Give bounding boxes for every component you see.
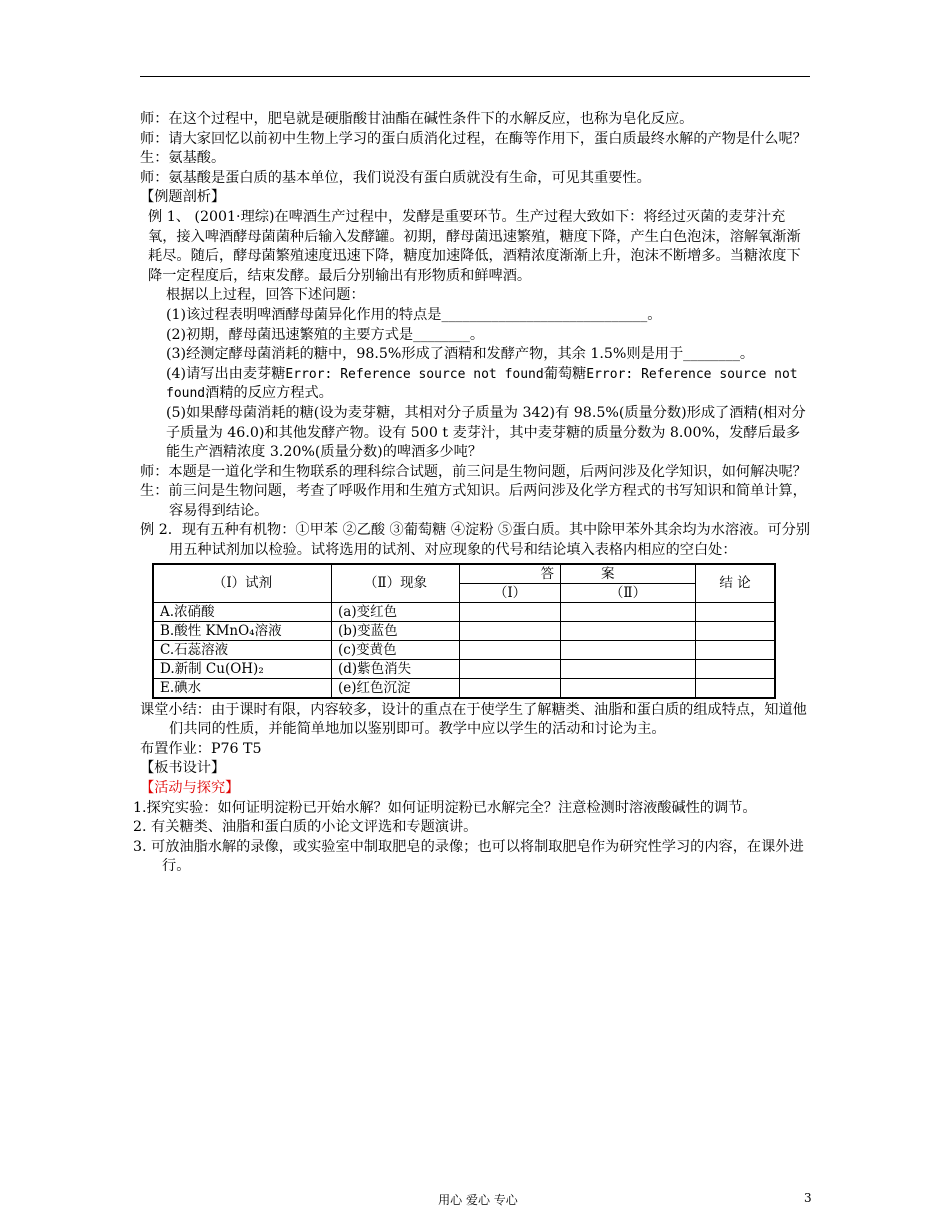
activity-item: 1.探究实验：如何证明淀粉已开始水解？如何证明淀粉已水解完全？注意检测时溶液酸碱性的调节。 — [133, 799, 757, 816]
table-cell-empty — [696, 678, 776, 698]
table-row — [153, 678, 775, 698]
table-cell-empty — [561, 640, 696, 659]
table-cell-empty — [460, 678, 561, 698]
table-header-reagent: （Ⅰ）试剂 — [153, 564, 332, 603]
table-cell-empty — [561, 659, 696, 678]
student-line: 生：前三问是生物问题，考查了呼吸作用和生殖方式知识。后两问涉及化学方程式的书写知识和简单计算，容易得到结论。 — [140, 483, 807, 519]
footer-motto: 用心 爱心 专心 — [438, 1193, 518, 1207]
question-2: (2)初期，酵母菌迅速繁殖的主要方式是________。 — [166, 326, 485, 343]
section-heading-activity: 【活动与探究】 — [140, 780, 240, 797]
table-cell-empty — [696, 602, 776, 621]
paragraph: 生：氨基酸。 — [140, 150, 226, 167]
question-1: (1)该过程表明啤酒酵母菌异化作用的特点是_____________________________。 — [166, 306, 662, 323]
table-header-conclusion: 结 论 — [696, 564, 776, 603]
table-row — [153, 621, 775, 640]
table-cell-phenomenon: (a)变红色 — [332, 602, 460, 621]
header-rule — [140, 76, 810, 77]
paragraph: 师：在这个过程中，肥皂就是硬脂酸甘油酯在碱性条件下的水解反应，也称为皂化反应。 — [140, 111, 694, 127]
question-5: (5)如果酵母菌消耗的糖(设为麦芽糖，其相对分子质量为 342)有 98.5%(质量分数)形成了酒精(相对分子质量为 46.0)和其他发酵产物。设有 500 t 麦芽汁，其中麦芽糖的质量分数为 8.00%，发酵后最多能生产酒精浓度 3.20%(质量分数)的啤酒多少吨？ — [166, 404, 806, 461]
table-cell-empty — [460, 640, 561, 659]
table-header-phenomenon: （Ⅱ）现象 — [332, 564, 460, 603]
paragraph: 师：请大家回忆以前初中生物上学习的蛋白质消化过程，在酶等作用下，蛋白质最终水解的产物是什么呢？ — [140, 130, 807, 147]
table-cell-reagent: B.酸性 KMnO₄溶液 — [153, 621, 332, 640]
table-row — [153, 640, 775, 659]
table-cell-empty — [460, 602, 561, 621]
example-1: 例 1、 (2001·理综)在啤酒生产过程中，发酵是重要环节。生产过程大致如下：将经过灭菌的麦芽汁充氧，接入啤酒酵母菌菌种后输入发酵罐。初期，酵母菌迅速繁殖，糖度下降，产生白色泡沫，溶解氧渐渐耗尽。随后，酵母菌繁殖速度迅速下降，糖度加速降低，酒精浓度渐渐上升，泡沫不断增多。当糖浓度下降一定程度后，结束发酵。最后分别输出有形物质和鲜啤酒。 — [148, 208, 801, 284]
question-4-text-a: (4)请写出由麦芽糖 — [166, 365, 286, 382]
table-cell-reagent: A.浓硝酸 — [153, 602, 332, 621]
question-4-text-b: 葡萄糖 — [543, 365, 587, 382]
answer-table — [152, 563, 776, 699]
paragraph: 师：氨基酸是蛋白质的基本单位，我们说没有蛋白质就没有生命，可见其重要性。 — [140, 169, 651, 186]
table-cell-empty — [696, 659, 776, 678]
activity-item: 2. 有关糖类、油脂和蛋白质的小论文评选和专题演讲。 — [133, 819, 478, 836]
question-4 — [140, 365, 812, 404]
reference-error: Error: Reference source not found — [166, 366, 798, 402]
homework: 布置作业：P76 T5 — [140, 740, 262, 757]
section-heading: 【板书设计】 — [140, 760, 226, 777]
table-cell-phenomenon: (c)变黄色 — [332, 640, 460, 659]
table-header-answer-1: 答 — [460, 564, 561, 584]
teacher-line: 师：本题是一道化学和生物联系的理科综合试题，前三问是生物问题，后两问涉及化学知识，如何解决呢？ — [140, 463, 807, 480]
table-cell-empty — [460, 621, 561, 640]
table-cell-empty — [696, 621, 776, 640]
table-cell-phenomenon: (e)红色沉淀 — [332, 678, 460, 698]
example-2: 例 2．现有五种有机物：①甲苯 ②乙酸 ③葡萄糖 ④淀粉 ⑤蛋白质。其中除甲苯外其余均为水溶液。可分别用五种试剂加以检验。试将选用的试剂、对应现象的代号和结论填入表格内相应的空白处： — [140, 522, 811, 559]
table-cell-reagent: D.新制 Cu(OH)₂ — [153, 659, 332, 678]
table-row — [153, 659, 775, 678]
table-cell-reagent: C.石蕊溶液 — [153, 640, 332, 659]
page-number: 3 — [804, 1191, 812, 1205]
activity-item: 3. 可放油脂水解的录像，或实验室中制取肥皂的录像；也可以将制取肥皂作为研究性学习的内容，在课外进行。 — [133, 838, 804, 875]
question-4-text-c: 酒精的反应方程式。 — [205, 385, 333, 402]
table-cell-empty — [696, 640, 776, 659]
table-cell-empty — [561, 678, 696, 698]
table-subheader-2: （Ⅱ） — [561, 583, 696, 602]
section-heading: 【例题剖析】 — [140, 189, 226, 206]
table-subheader-1: （Ⅰ） — [460, 583, 561, 602]
table-cell-empty — [561, 602, 696, 621]
table-cell-empty — [561, 621, 696, 640]
table-cell-empty — [460, 659, 561, 678]
class-summary: 课堂小结：由于课时有限，内容较多，设计的重点在于使学生了解糖类、油脂和蛋白质的组成特点，知道他们共同的性质，并能简单地加以鉴别即可。教学中应以学生的活动和讨论为主。 — [140, 701, 807, 738]
example-1-prompt: 根据以上过程，回答下述问题： — [166, 287, 365, 304]
document-body — [133, 110, 812, 877]
reference-error: Error: Reference source not found — [285, 366, 544, 382]
table-cell-phenomenon: (d)紫色消失 — [332, 659, 460, 678]
table-cell-phenomenon: (b)变蓝色 — [332, 621, 460, 640]
question-3: (3)经测定酵母菌消耗的糖中，98.5%形成了酒精和发酵产物，其余 1.5%则是用于________。 — [166, 346, 755, 363]
table-header-answer-2: 案 — [561, 564, 696, 584]
table-row — [153, 602, 775, 621]
table-cell-reagent: E.碘水 — [153, 678, 332, 698]
